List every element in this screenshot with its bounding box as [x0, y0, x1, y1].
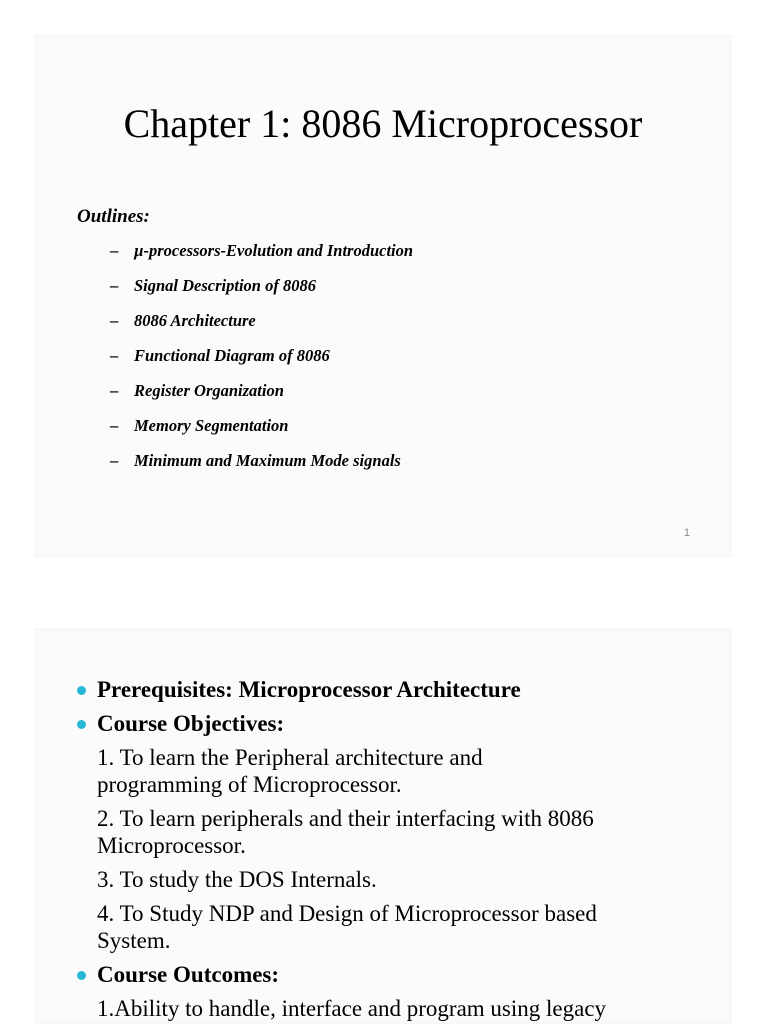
bullet-dot-icon: [77, 720, 86, 729]
outline-item: [110, 381, 413, 416]
objective-item: [75, 805, 725, 859]
dash-icon: –: [110, 381, 119, 400]
slide-title: Chapter 1: 8086 Microprocessor: [123, 101, 643, 146]
outcomes-bullet: [75, 961, 725, 989]
outline-item-text: Functional Diagram of 8086: [134, 346, 330, 365]
objective-item: [75, 866, 725, 893]
page-number: 1: [683, 527, 690, 539]
objective-item-line: 2. To learn peripherals and their interfacing with 8086: [97, 806, 594, 831]
outcome-item-line: 1.Ability to handle, interface and program using legacy: [97, 996, 607, 1021]
objective-item-line: 3. To study the DOS Internals.: [97, 867, 377, 892]
prerequisites-text: Prerequisites: Microprocessor Architecture: [97, 677, 521, 702]
objectives-list: [75, 744, 725, 954]
outline-item-text: Memory Segmentation: [134, 416, 289, 435]
slide-1: [34, 34, 732, 558]
outline-item-text: Minimum and Maximum Mode signals: [134, 451, 401, 470]
outcome-item: [75, 995, 725, 1022]
dash-icon: –: [110, 346, 119, 365]
dash-icon: –: [110, 276, 119, 295]
dash-icon: –: [110, 311, 119, 330]
outline-list: [110, 241, 413, 486]
outcomes-list: [75, 995, 725, 1022]
outline-item-text: Signal Description of 8086: [134, 276, 316, 295]
outline-item-text: 8086 Architecture: [134, 311, 256, 330]
objectives-bullet: [75, 710, 725, 738]
dash-icon: –: [110, 451, 119, 470]
objective-item-line: programming of Microprocessor.: [97, 772, 402, 797]
objective-item: [75, 744, 725, 798]
objective-item-line: 4. To Study NDP and Design of Microprocessor based: [97, 901, 597, 926]
bullet-dot-icon: [77, 686, 86, 695]
outline-item: [110, 416, 413, 451]
outline-item: [110, 241, 413, 276]
dash-icon: –: [110, 241, 119, 260]
outline-item-text: Register Organization: [134, 381, 284, 400]
objective-item-line: System.: [97, 928, 171, 953]
outline-item-text: µ-processors-Evolution and Introduction: [134, 241, 414, 260]
outline-item: [110, 311, 413, 346]
bullet-dot-icon: [77, 971, 86, 980]
slide-2: [34, 628, 732, 1024]
outcomes-heading: Course Outcomes:: [97, 962, 280, 987]
objective-item-line: 1. To learn the Peripheral architecture and: [97, 745, 483, 770]
outline-item: [110, 276, 413, 311]
outline-item: [110, 451, 413, 486]
objective-item: [75, 900, 725, 954]
objectives-heading: Course Objectives:: [97, 711, 285, 736]
objective-item-line: Microprocessor.: [97, 833, 246, 858]
outlines-label: Outlines:: [77, 206, 150, 227]
slide-2-content: [75, 676, 725, 1029]
prerequisites-bullet: [75, 676, 725, 704]
outline-item: [110, 346, 413, 381]
dash-icon: –: [110, 416, 119, 435]
